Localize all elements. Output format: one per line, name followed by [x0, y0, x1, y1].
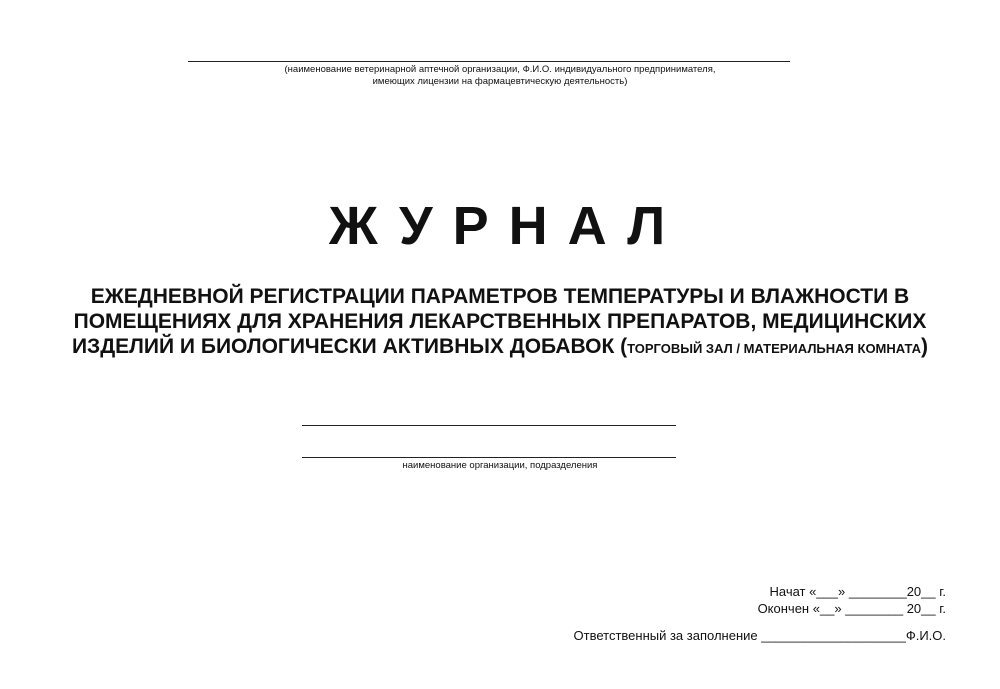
top-caption-line-2: имеющих лицензии на фармацевтическую деятельность) — [372, 76, 628, 87]
subtitle-room-type: ТОРГОВЫЙ ЗАЛ / МАТЕРИАЛЬНАЯ КОМНАТА — [627, 341, 922, 356]
page-title: ЖУРНАЛ — [328, 196, 686, 256]
subtitle-close-paren: ) — [921, 335, 929, 358]
started-date-field: Начат «___» ________20__ г. — [769, 584, 946, 599]
top-signature-line — [188, 61, 790, 62]
responsible-person-field: Ответственный за заполнение ____________________Ф.И.О. — [573, 628, 946, 643]
subtitle-main: ЕЖЕДНЕВНОЙ РЕГИСТРАЦИИ ПАРАМЕТРОВ ТЕМПЕРАТУРЫ И ВЛАЖНОСТИ В ПОМЕЩЕНИЯХ ДЛЯ ХРАНЕНИЯ ЛЕКАРСТВЕННЫХ ПРЕПАРАТОВ, МЕДИЦИНСКИХ ИЗДЕЛИЙ И БИОЛОГИЧЕСКИ АКТИВНЫХ ДОБАВОК ( — [71, 285, 927, 358]
top-caption-line-1: (наименование ветеринарной аптечной организации, Ф.И.О. индивидуального предпринимателя, — [284, 64, 716, 75]
finished-date-field: Окончен «__» ________ 20__ г. — [757, 601, 946, 616]
organization-line-1 — [302, 425, 676, 426]
organization-caption: наименование организации, подразделения — [402, 460, 598, 471]
journal-subtitle — [60, 284, 940, 361]
organization-line-2 — [302, 457, 676, 458]
top-caption — [0, 64, 1000, 88]
